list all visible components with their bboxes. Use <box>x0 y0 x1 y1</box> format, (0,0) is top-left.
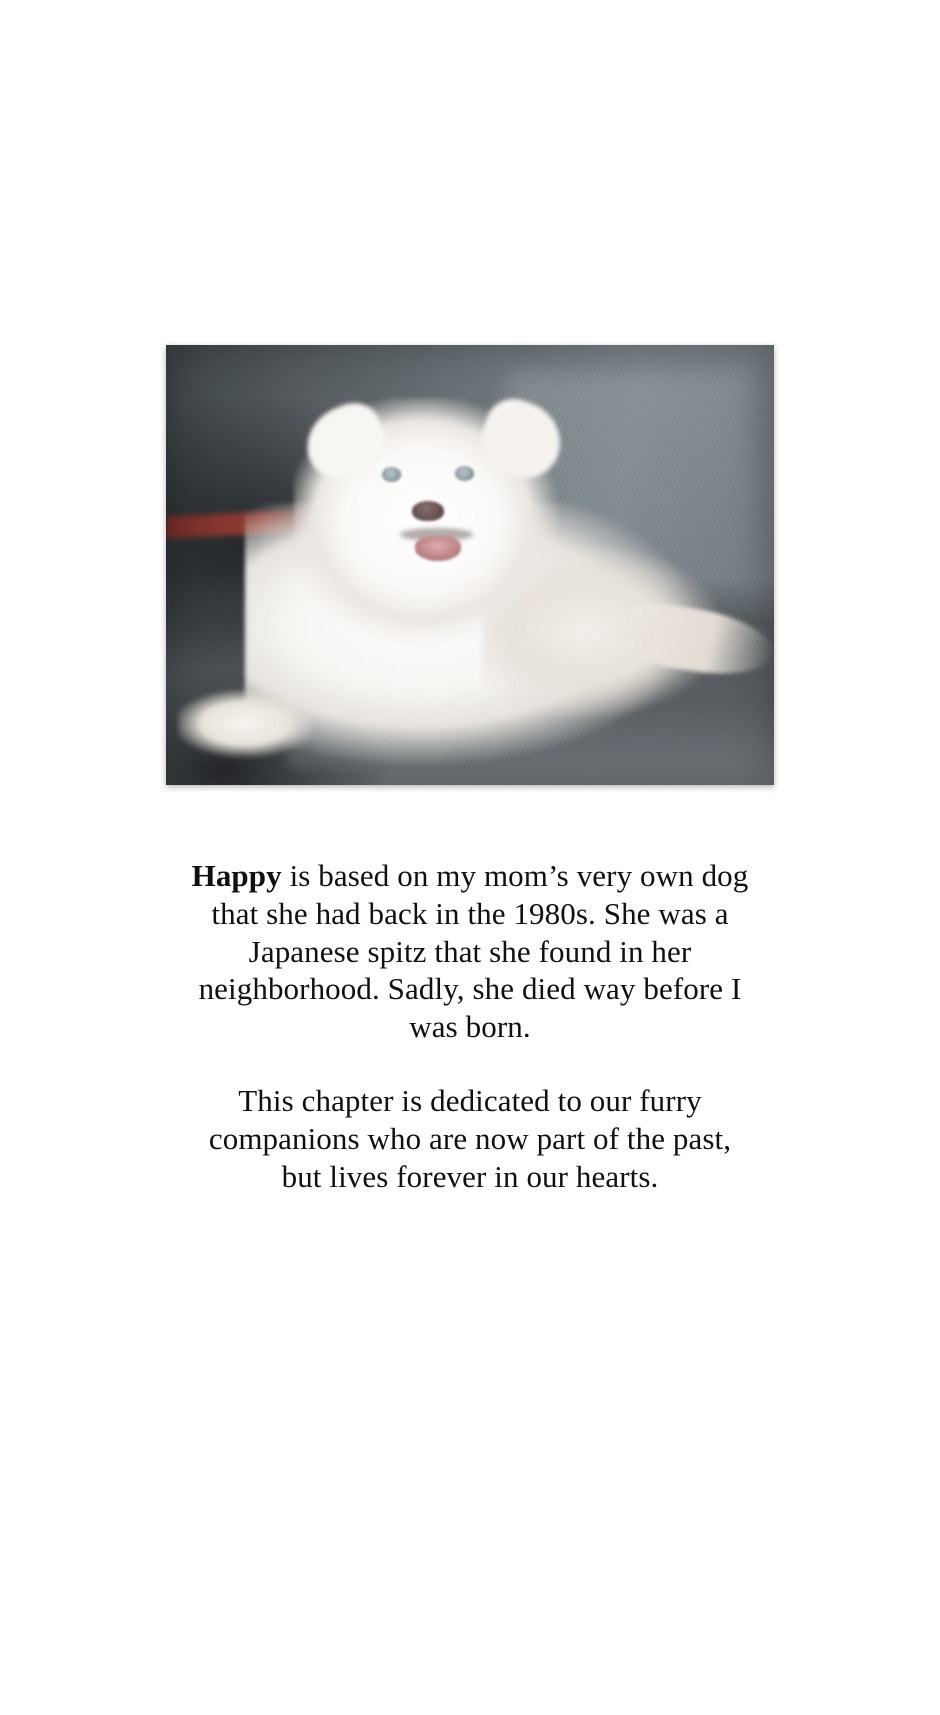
caption-lead-word: Happy <box>191 858 282 893</box>
caption-block <box>190 857 750 1196</box>
photo-frame <box>166 345 774 785</box>
caption-paragraph-1 <box>190 857 750 1046</box>
caption-paragraph-1-text: is based on my mom’s very own dog that she had back in the 1980s. She was a Japanese spitz that she found in her neighborhood. Sadly, she died way before I was born. <box>198 858 749 1045</box>
photo-of-white-dog-happy <box>166 345 774 785</box>
photo-vignette <box>166 345 774 785</box>
caption-paragraph-2: This chapter is dedicated to our furry companions who are now part of the past, but lives forever in our hearts. <box>208 1083 732 1194</box>
